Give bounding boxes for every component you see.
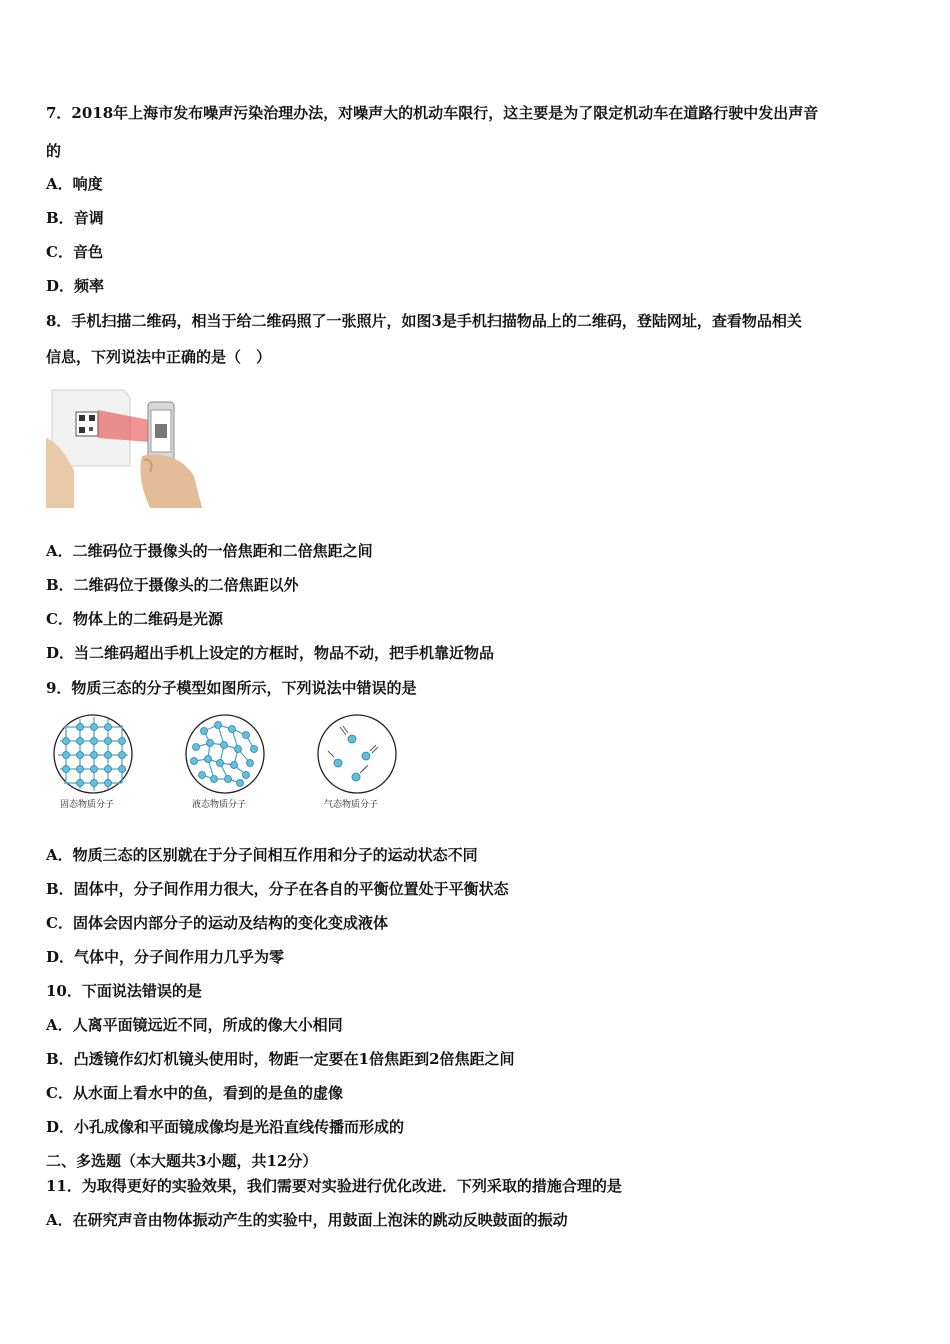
solid-caption: 固态物质分子: [60, 800, 115, 810]
liquid-caption: 液态物质分子: [192, 800, 247, 810]
gas-molecule-model: [316, 713, 398, 795]
q9-option-d: D．气体中，分子间作用力几乎为零: [46, 948, 285, 966]
q7-option-d: D．频率: [46, 277, 105, 295]
gas-caption: 气态物质分子: [324, 800, 379, 810]
q10-stem: 10．下面说法错误的是: [46, 982, 202, 1000]
solid-molecule-model: [52, 713, 134, 795]
q9-option-b: B．固体中，分子间作用力很大，分子在各自的平衡位置处于平衡状态: [46, 880, 509, 898]
q7-option-b: B．音调: [46, 209, 104, 227]
q8-option-d: D．当二维码超出手机上设定的方框时，物品不动，把手机靠近物品: [46, 644, 495, 662]
q11-stem: 11．为取得更好的实验效果，我们需要对实验进行优化改进．下列采取的措施合理的是: [46, 1177, 622, 1195]
q8-option-c: C．物体上的二维码是光源: [46, 610, 223, 628]
q7-option-a: A．响度: [46, 175, 103, 193]
q7-stem-line1: 7．2018年上海市发布噪声污染治理办法，对噪声大的机动车限行，这主要是为了限定机动车在道路行驶中发出声音: [46, 104, 819, 122]
q9-option-a: A．物质三态的区别就在于分子间相互作用和分子的运动状态不同: [46, 846, 478, 864]
q7-stem-line2: 的: [46, 142, 62, 160]
q10-option-c: C．从水面上看水中的鱼，看到的是鱼的虚像: [46, 1084, 343, 1102]
liquid-molecule-model: [184, 713, 266, 795]
q8-option-b: B．二维码位于摄像头的二倍焦距以外: [46, 576, 299, 594]
q9-option-c: C．固体会因内部分子的运动及结构的变化变成液体: [46, 914, 388, 932]
q10-option-a: A．人离平面镜远近不同，所成的像大小相同: [46, 1016, 343, 1034]
q8-option-a: A．二维码位于摄像头的一倍焦距和二倍焦距之间: [46, 542, 373, 560]
q10-option-d: D．小孔成像和平面镜成像均是光沿直线传播而形成的: [46, 1118, 405, 1136]
q8-stem-line2: 信息，下列说法中正确的是（ ）: [46, 348, 272, 366]
q8-stem-line1: 8．手机扫描二维码，相当于给二维码照了一张照片，如图3是手机扫描物品上的二维码，登陆网址，查看物品相关: [46, 312, 802, 330]
q10-option-b: B．凸透镜作幻灯机镜头使用时，物距一定要在1倍焦距到2倍焦距之间: [46, 1050, 515, 1068]
q11-option-a: A．在研究声音由物体振动产生的实验中，用鼓面上泡沫的跳动反映鼓面的振动: [46, 1211, 568, 1229]
section-heading: 二、多选题（本大题共3小题，共12分）: [46, 1152, 318, 1170]
q7-option-c: C．音色: [46, 243, 103, 261]
q9-stem: 9．物质三态的分子模型如图所示，下列说法中错误的是: [46, 679, 417, 697]
qr-scan-figure: [46, 386, 202, 508]
